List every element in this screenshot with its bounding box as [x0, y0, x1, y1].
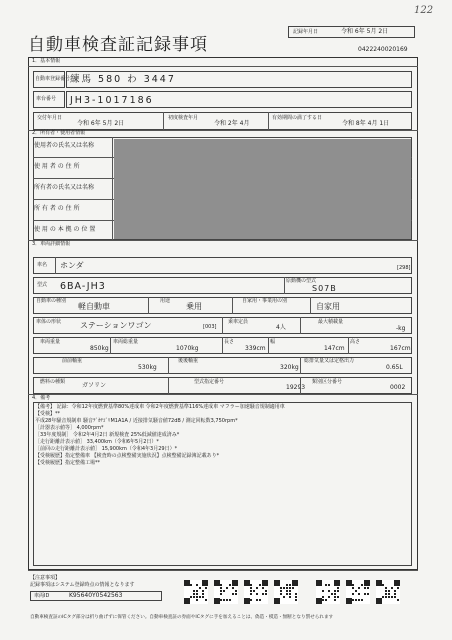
user-name-label: 使用者の氏名又は名称: [34, 142, 95, 149]
length-label: 長さ: [224, 339, 235, 345]
bottom-notice: 自動車検査証のICタグ部分は折り曲げずに保管ください。自動車検査証の券面やICタグに手を加えることは、偽造・模造・無断となり罰せられます: [30, 615, 334, 620]
body-shape-code: [003]: [203, 324, 217, 330]
section1-heading: 1．基本情報: [32, 58, 61, 64]
redaction-block: [114, 139, 411, 239]
page-title: 自動車検査証記録事項: [28, 35, 208, 55]
note-text: 記録事項はシステム登録時点の情報となります: [30, 582, 135, 588]
remarks-line: 平成28年騒音規制車 騒音ﾃﾞｶﾃｺﾞﾘM1A1A / 近接排気騒音値72dB / 測定回転数3,750rpm*: [35, 418, 238, 424]
rear-axle-value: 320kg: [280, 364, 299, 371]
corner-mark: 122: [414, 5, 434, 16]
qr-code: [244, 580, 268, 604]
chassis-label: 車台番号: [36, 96, 57, 102]
private-business-label: 自家用・事業用の別: [242, 298, 288, 304]
height-value: 167cm: [390, 345, 411, 352]
note-title: 【注意事項】: [30, 575, 61, 581]
record-date-label: 記録年月日: [293, 29, 319, 35]
issue-value: 令和 6年 5月 2日: [77, 120, 125, 127]
qr-code: [316, 580, 340, 604]
body-shape-label: 車体の形状: [36, 319, 62, 325]
qr-code: [184, 580, 208, 604]
remarks-line: ［前回の走行距離計表示値］ 15,900km（令和4年3月29日）*: [35, 446, 178, 452]
rear-axle-label: 後後軸重: [178, 358, 199, 364]
front-axle-label: 前前軸重: [62, 358, 83, 364]
max-load-value: -kg: [396, 325, 406, 332]
expiry-value: 令和 8年 4月 1日: [342, 120, 390, 127]
owner-name-label: 所有者の氏名又は名称: [34, 184, 95, 191]
record-date-value: 令和 6年 5月 2日: [341, 28, 389, 35]
body-shape-value: ステーションワゴン: [80, 321, 152, 330]
vehicle-id-box: [30, 591, 162, 601]
vehicle-kind-label: 自動車の種別: [36, 298, 67, 304]
max-load-label: 最大積載量: [318, 319, 344, 325]
length-value: 339cm: [245, 345, 266, 352]
model-value: 6BA-JH3: [60, 281, 106, 292]
document-id: 0422240020169: [358, 46, 408, 53]
model-label: 型式: [37, 282, 48, 288]
maker-code: [298]: [397, 265, 411, 271]
vehicle-weight-value: 850kg: [90, 345, 109, 352]
use-label: 用途: [160, 298, 171, 304]
issue-label: 交付年月日: [37, 115, 63, 121]
width-label: 幅: [270, 339, 276, 345]
maker-value: ホンダ: [60, 261, 84, 270]
first-registration-label: 初度検査年月: [168, 115, 199, 121]
first-registration-value: 令和 2年 4月: [214, 120, 250, 127]
fuel-label: 燃料の種類: [40, 379, 66, 385]
vehicle-weight-label: 車両重量: [40, 339, 61, 345]
type-designation-value: 19293: [286, 384, 306, 391]
gross-weight-label: 車両総重量: [113, 339, 139, 345]
capacity-label: 乗車定員: [228, 319, 249, 325]
expiry-label: 有効期間の満了する日: [272, 115, 323, 121]
front-axle-value: 530kg: [138, 364, 157, 371]
engine-model-label: 原動機の型式: [286, 278, 317, 284]
private-business-value: 自家用: [316, 302, 340, 311]
gross-weight-value: 1070kg: [176, 345, 199, 352]
section2-heading: 2．所有者・使用者情報: [32, 130, 86, 136]
section3-heading: 3．車両詳細情報: [32, 241, 71, 247]
chassis-value: JH3-1017186: [70, 95, 154, 106]
record-date-box: [288, 26, 415, 38]
qr-code: [214, 580, 238, 604]
engine-model-value: S07B: [312, 284, 337, 293]
height-label: 高さ: [350, 339, 361, 345]
vehicle-id-label: 車両ID: [34, 593, 50, 599]
remarks-line: 【受検履歴】指定整備工場**: [35, 460, 101, 466]
plate-label: 自動車登録番号: [35, 76, 71, 82]
vehicle-kind-value: 軽自動車: [78, 302, 110, 311]
remarks-line: 【受検履歴】指定整備車 【検査時の点検整備実施状況】点検整備記録簿記載あり*: [35, 453, 220, 459]
remarks-line: 【備考】 記録：令和12年度燃費基準80%達成車 令和2年度燃費基準116%達成車 マフラー加速騒音規制適用車: [35, 404, 285, 410]
base-location-label: 使 用 の 本 拠 の 位 置: [34, 226, 96, 233]
category-label: 類別区分番号: [312, 379, 343, 385]
displacement-label: 総排気量又は定格出力: [304, 358, 355, 364]
width-value: 147cm: [324, 345, 345, 352]
plate-value: 練馬 580 わ 3447: [70, 74, 176, 85]
qr-code: [346, 580, 370, 604]
type-designation-label: 型式指定番号: [194, 379, 225, 385]
remarks-line: 【受検】**: [35, 411, 61, 417]
maker-label: 車名: [37, 262, 48, 268]
remarks-line: ［走行距離計表示値］ 33,400km（令和6年5月2日）*: [35, 439, 159, 445]
capacity-value: 4人: [276, 324, 286, 331]
qr-code: [274, 580, 298, 604]
fuel-value: ガソリン: [82, 382, 107, 389]
user-address-label: 使 用 者 の 住 所: [34, 163, 80, 170]
qr-code: [376, 580, 400, 604]
vehicle-id-value: K95640Y0542563: [69, 592, 123, 599]
section4-heading: 4．備考: [32, 395, 51, 401]
owner-address-label: 所 有 者 の 住 所: [34, 205, 80, 212]
displacement-value: 0.65L: [386, 364, 403, 371]
remarks-line: ［計器表示値等］ 4,000rpm*: [35, 425, 104, 431]
remarks-line: ［33年度規制］ 令和2年4月2日 新規検査 25%低減値達成済み*: [35, 432, 180, 438]
use-value: 乗用: [186, 302, 202, 311]
category-value: 0002: [390, 384, 406, 391]
